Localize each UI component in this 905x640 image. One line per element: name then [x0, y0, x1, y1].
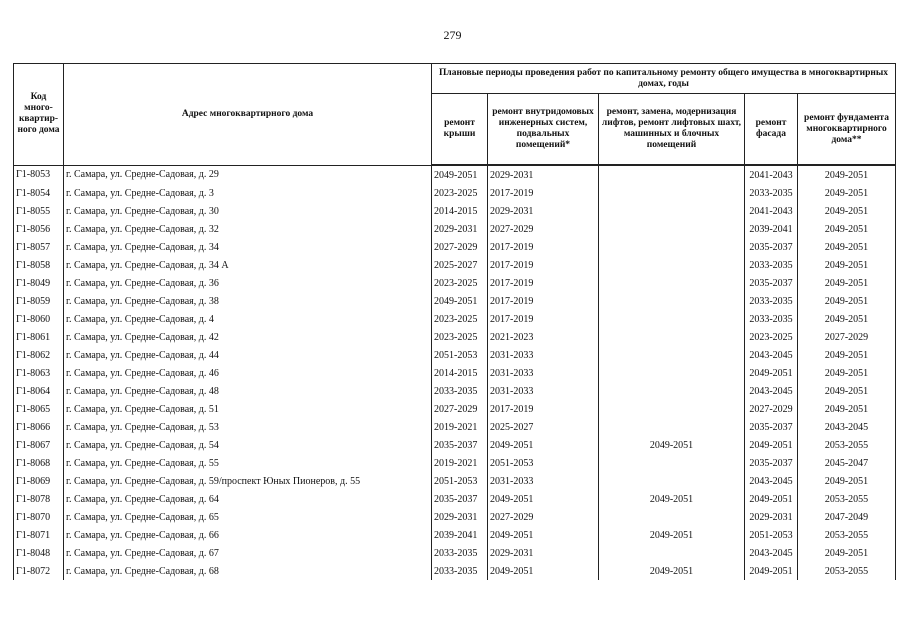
table-row — [14, 562, 896, 580]
cell-foundation: 2053-2055 — [798, 562, 896, 580]
cell-code: Г1-8067 — [14, 436, 64, 454]
cell-roof: 2023-2025 — [432, 328, 488, 346]
cell-engineering: 2029-2031 — [488, 165, 599, 184]
header-row-group — [14, 64, 896, 94]
cell-engineering: 2029-2031 — [488, 544, 599, 562]
cell-engineering: 2027-2029 — [488, 508, 599, 526]
table-row — [14, 328, 896, 346]
cell-roof: 2023-2025 — [432, 274, 488, 292]
header-address: Адрес многоквартирного дома — [64, 64, 432, 166]
cell-foundation: 2049-2051 — [798, 165, 896, 184]
cell-address: г. Самара, ул. Средне-Садовая, д. 66 — [64, 526, 432, 544]
cell-code: Г1-8064 — [14, 382, 64, 400]
cell-foundation: 2053-2055 — [798, 526, 896, 544]
cell-address: г. Самара, ул. Средне-Садовая, д. 32 — [64, 220, 432, 238]
cell-engineering: 2017-2019 — [488, 292, 599, 310]
cell-address: г. Самара, ул. Средне-Садовая, д. 34 А — [64, 256, 432, 274]
table-row — [14, 418, 896, 436]
table-row — [14, 436, 896, 454]
cell-lifts — [599, 220, 745, 238]
cell-address: г. Самара, ул. Средне-Садовая, д. 30 — [64, 202, 432, 220]
cell-foundation: 2049-2051 — [798, 202, 896, 220]
cell-foundation: 2049-2051 — [798, 346, 896, 364]
cell-roof: 2025-2027 — [432, 256, 488, 274]
cell-code: Г1-8078 — [14, 490, 64, 508]
table-row — [14, 165, 896, 184]
cell-code: Г1-8059 — [14, 292, 64, 310]
cell-roof: 2051-2053 — [432, 346, 488, 364]
header-engineering: ремонт внутридомовых инженерных систем, подвальных помещений* — [488, 94, 599, 166]
cell-engineering: 2029-2031 — [488, 202, 599, 220]
table-row — [14, 508, 896, 526]
cell-foundation: 2049-2051 — [798, 184, 896, 202]
cell-facade: 2023-2025 — [745, 328, 798, 346]
cell-address: г. Самара, ул. Средне-Садовая, д. 68 — [64, 562, 432, 580]
cell-engineering: 2025-2027 — [488, 418, 599, 436]
cell-facade: 2051-2053 — [745, 526, 798, 544]
cell-foundation: 2049-2051 — [798, 364, 896, 382]
cell-address: г. Самара, ул. Средне-Садовая, д. 42 — [64, 328, 432, 346]
repair-schedule-table — [13, 63, 896, 580]
cell-engineering: 2017-2019 — [488, 310, 599, 328]
cell-engineering: 2017-2019 — [488, 238, 599, 256]
table-row — [14, 238, 896, 256]
cell-foundation: 2049-2051 — [798, 310, 896, 328]
cell-engineering: 2017-2019 — [488, 274, 599, 292]
cell-facade: 2035-2037 — [745, 274, 798, 292]
table-row — [14, 454, 896, 472]
cell-lifts — [599, 292, 745, 310]
cell-roof: 2023-2025 — [432, 184, 488, 202]
cell-roof: 2027-2029 — [432, 238, 488, 256]
cell-lifts — [599, 310, 745, 328]
cell-engineering: 2031-2033 — [488, 364, 599, 382]
cell-roof: 2039-2041 — [432, 526, 488, 544]
cell-lifts — [599, 184, 745, 202]
cell-address: г. Самара, ул. Средне-Садовая, д. 34 — [64, 238, 432, 256]
cell-code: Г1-8054 — [14, 184, 64, 202]
cell-facade: 2049-2051 — [745, 490, 798, 508]
cell-lifts — [599, 364, 745, 382]
cell-engineering: 2031-2033 — [488, 346, 599, 364]
cell-foundation: 2047-2049 — [798, 508, 896, 526]
cell-foundation: 2053-2055 — [798, 436, 896, 454]
cell-engineering: 2017-2019 — [488, 184, 599, 202]
cell-facade: 2033-2035 — [745, 292, 798, 310]
table-row — [14, 310, 896, 328]
cell-facade: 2027-2029 — [745, 400, 798, 418]
cell-facade: 2043-2045 — [745, 346, 798, 364]
cell-engineering: 2049-2051 — [488, 562, 599, 580]
cell-code: Г1-8055 — [14, 202, 64, 220]
cell-code: Г1-8068 — [14, 454, 64, 472]
cell-roof: 2035-2037 — [432, 490, 488, 508]
table-row — [14, 292, 896, 310]
cell-lifts: 2049-2051 — [599, 490, 745, 508]
cell-foundation: 2049-2051 — [798, 238, 896, 256]
header-lifts: ремонт, замена, модернизация лифтов, ремонт лифтовых шахт, машинных и блочных помещений — [599, 94, 745, 166]
cell-roof: 2051-2053 — [432, 472, 488, 490]
cell-foundation: 2049-2051 — [798, 472, 896, 490]
cell-code: Г1-8048 — [14, 544, 64, 562]
cell-address: г. Самара, ул. Средне-Садовая, д. 29 — [64, 165, 432, 184]
cell-foundation: 2043-2045 — [798, 418, 896, 436]
table-row — [14, 526, 896, 544]
cell-facade: 2043-2045 — [745, 382, 798, 400]
cell-engineering: 2021-2023 — [488, 328, 599, 346]
cell-facade: 2041-2043 — [745, 202, 798, 220]
cell-address: г. Самара, ул. Средне-Садовая, д. 44 — [64, 346, 432, 364]
page-number: 279 — [443, 28, 462, 42]
cell-lifts — [599, 274, 745, 292]
cell-code: Г1-8049 — [14, 274, 64, 292]
table-row — [14, 364, 896, 382]
cell-roof: 2019-2021 — [432, 454, 488, 472]
header-periods-group: Плановые периоды проведения работ по капитальному ремонту общего имущества в многоквартирных домах, годы — [432, 64, 896, 94]
cell-roof: 2029-2031 — [432, 220, 488, 238]
table-row — [14, 346, 896, 364]
cell-facade: 2049-2051 — [745, 562, 798, 580]
cell-code: Г1-8065 — [14, 400, 64, 418]
cell-lifts — [599, 544, 745, 562]
cell-roof: 2049-2051 — [432, 165, 488, 184]
cell-facade: 2029-2031 — [745, 508, 798, 526]
cell-address: г. Самара, ул. Средне-Садовая, д. 3 — [64, 184, 432, 202]
cell-facade: 2043-2045 — [745, 472, 798, 490]
header-roof: ремонт крыши — [432, 94, 488, 166]
cell-roof: 2023-2025 — [432, 310, 488, 328]
table-row — [14, 274, 896, 292]
table-row — [14, 490, 896, 508]
cell-roof: 2033-2035 — [432, 382, 488, 400]
cell-lifts: 2049-2051 — [599, 526, 745, 544]
cell-address: г. Самара, ул. Средне-Садовая, д. 59/проспект Юных Пионеров, д. 55 — [64, 472, 432, 490]
cell-engineering: 2049-2051 — [488, 526, 599, 544]
cell-address: г. Самара, ул. Средне-Садовая, д. 4 — [64, 310, 432, 328]
cell-address: г. Самара, ул. Средне-Садовая, д. 64 — [64, 490, 432, 508]
cell-facade: 2035-2037 — [745, 454, 798, 472]
cell-address: г. Самара, ул. Средне-Садовая, д. 67 — [64, 544, 432, 562]
table-row — [14, 544, 896, 562]
cell-facade: 2049-2051 — [745, 436, 798, 454]
cell-facade: 2049-2051 — [745, 364, 798, 382]
cell-engineering: 2017-2019 — [488, 400, 599, 418]
cell-lifts — [599, 346, 745, 364]
cell-roof: 2033-2035 — [432, 544, 488, 562]
cell-code: Г1-8063 — [14, 364, 64, 382]
cell-engineering: 2027-2029 — [488, 220, 599, 238]
cell-code: Г1-8070 — [14, 508, 64, 526]
cell-address: г. Самара, ул. Средне-Садовая, д. 48 — [64, 382, 432, 400]
cell-foundation: 2049-2051 — [798, 400, 896, 418]
cell-address: г. Самара, ул. Средне-Садовая, д. 38 — [64, 292, 432, 310]
cell-foundation: 2049-2051 — [798, 544, 896, 562]
cell-lifts — [599, 418, 745, 436]
cell-foundation: 2045-2047 — [798, 454, 896, 472]
cell-facade: 2035-2037 — [745, 418, 798, 436]
cell-engineering: 2049-2051 — [488, 436, 599, 454]
cell-foundation: 2049-2051 — [798, 220, 896, 238]
cell-engineering: 2031-2033 — [488, 382, 599, 400]
cell-address: г. Самара, ул. Средне-Садовая, д. 55 — [64, 454, 432, 472]
cell-foundation: 2049-2051 — [798, 292, 896, 310]
header-code: Код много-квартир-ного дома — [14, 64, 64, 166]
cell-lifts — [599, 238, 745, 256]
header-foundation: ремонт фундамента многоквартирного дома** — [798, 94, 896, 166]
table-row — [14, 202, 896, 220]
cell-roof: 2027-2029 — [432, 400, 488, 418]
cell-engineering: 2017-2019 — [488, 256, 599, 274]
cell-address: г. Самара, ул. Средне-Садовая, д. 51 — [64, 400, 432, 418]
cell-lifts — [599, 454, 745, 472]
cell-address: г. Самара, ул. Средне-Садовая, д. 65 — [64, 508, 432, 526]
cell-roof: 2014-2015 — [432, 202, 488, 220]
cell-code: Г1-8056 — [14, 220, 64, 238]
cell-lifts: 2049-2051 — [599, 436, 745, 454]
cell-engineering: 2049-2051 — [488, 490, 599, 508]
cell-facade: 2033-2035 — [745, 310, 798, 328]
cell-roof: 2035-2037 — [432, 436, 488, 454]
table-row — [14, 382, 896, 400]
cell-roof: 2049-2051 — [432, 292, 488, 310]
cell-roof: 2029-2031 — [432, 508, 488, 526]
cell-code: Г1-8066 — [14, 418, 64, 436]
cell-code: Г1-8061 — [14, 328, 64, 346]
cell-code: Г1-8058 — [14, 256, 64, 274]
table-row — [14, 184, 896, 202]
cell-foundation: 2049-2051 — [798, 382, 896, 400]
table-row — [14, 220, 896, 238]
cell-facade: 2043-2045 — [745, 544, 798, 562]
cell-code: Г1-8072 — [14, 562, 64, 580]
cell-code: Г1-8053 — [14, 165, 64, 184]
cell-address: г. Самара, ул. Средне-Садовая, д. 36 — [64, 274, 432, 292]
cell-lifts — [599, 472, 745, 490]
table-row — [14, 472, 896, 490]
cell-lifts — [599, 202, 745, 220]
cell-code: Г1-8071 — [14, 526, 64, 544]
cell-address: г. Самара, ул. Средне-Садовая, д. 46 — [64, 364, 432, 382]
cell-facade: 2033-2035 — [745, 184, 798, 202]
cell-lifts — [599, 382, 745, 400]
cell-engineering: 2051-2053 — [488, 454, 599, 472]
cell-facade: 2033-2035 — [745, 256, 798, 274]
cell-roof: 2019-2021 — [432, 418, 488, 436]
cell-roof: 2033-2035 — [432, 562, 488, 580]
cell-code: Г1-8062 — [14, 346, 64, 364]
cell-roof: 2014-2015 — [432, 364, 488, 382]
cell-foundation: 2049-2051 — [798, 256, 896, 274]
cell-code: Г1-8057 — [14, 238, 64, 256]
cell-code: Г1-8069 — [14, 472, 64, 490]
cell-lifts — [599, 400, 745, 418]
header-facade: ремонт фасада — [745, 94, 798, 166]
cell-foundation: 2053-2055 — [798, 490, 896, 508]
cell-lifts — [599, 256, 745, 274]
table-row — [14, 400, 896, 418]
cell-foundation: 2049-2051 — [798, 274, 896, 292]
cell-facade: 2039-2041 — [745, 220, 798, 238]
cell-address: г. Самара, ул. Средне-Садовая, д. 53 — [64, 418, 432, 436]
cell-facade: 2041-2043 — [745, 165, 798, 184]
cell-address: г. Самара, ул. Средне-Садовая, д. 54 — [64, 436, 432, 454]
cell-facade: 2035-2037 — [745, 238, 798, 256]
cell-foundation: 2027-2029 — [798, 328, 896, 346]
cell-lifts: 2049-2051 — [599, 562, 745, 580]
cell-lifts — [599, 328, 745, 346]
cell-lifts — [599, 165, 745, 184]
cell-lifts — [599, 508, 745, 526]
table-row — [14, 256, 896, 274]
cell-code: Г1-8060 — [14, 310, 64, 328]
table-body — [14, 165, 896, 580]
cell-engineering: 2031-2033 — [488, 472, 599, 490]
